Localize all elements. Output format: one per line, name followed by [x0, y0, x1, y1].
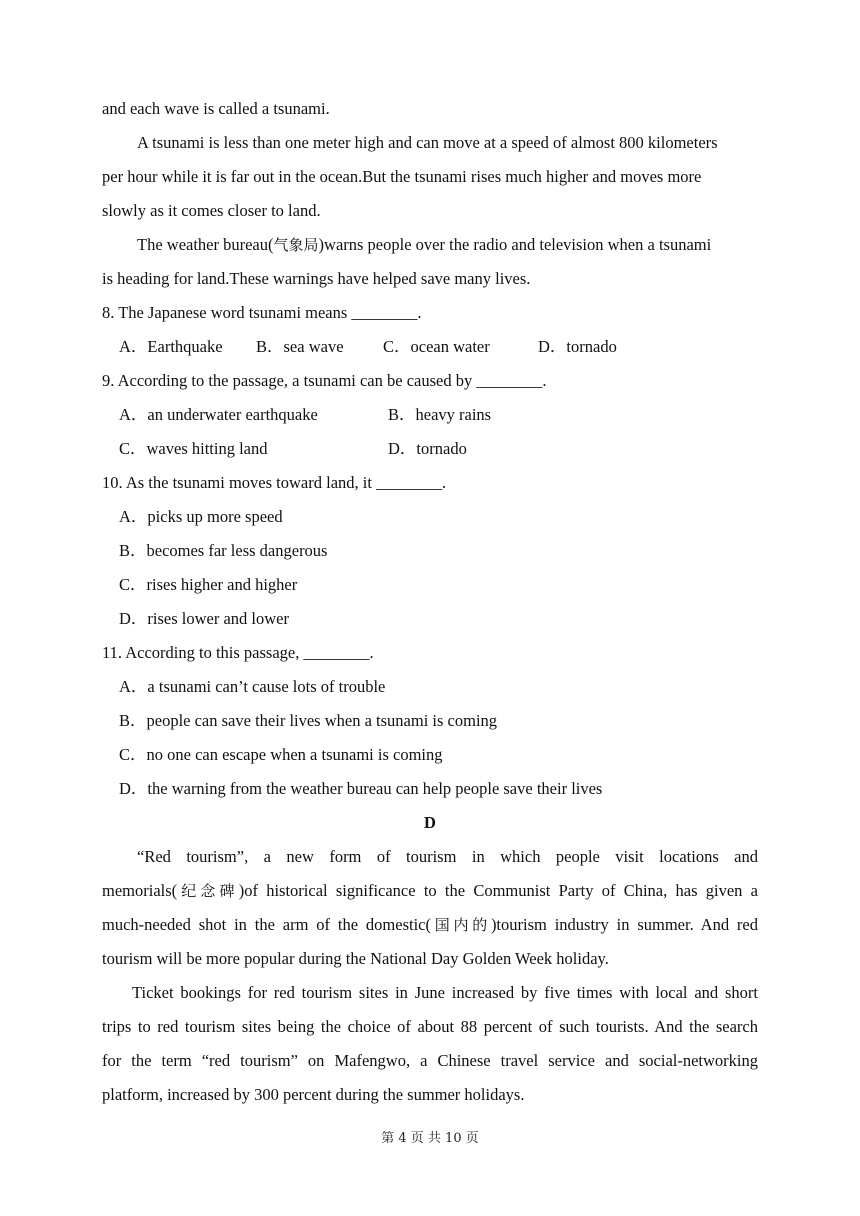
passage-d-line: Ticket bookings for red tourism sites in June increased by five times with local and short: [132, 983, 758, 1002]
passage-c-line: per hour while it is far out in the ocean.But the tsunami rises much higher and moves more: [102, 167, 702, 186]
passage-c-line: is heading for land.These warnings have helped save many lives.: [102, 269, 531, 288]
option-a: A．a tsunami can’t cause lots of trouble: [119, 677, 386, 696]
page-content: [102, 92, 758, 1112]
passage-d-line: for the term “red tourism” on Mafengwo, a Chinese travel service and social-networking: [102, 1051, 758, 1070]
option-b: B．sea wave: [256, 337, 344, 356]
option-d: D．rises lower and lower: [119, 609, 289, 628]
option-b: B．becomes far less dangerous: [119, 541, 328, 560]
option-c: C．ocean water: [383, 337, 490, 356]
option-c: C．waves hitting land: [119, 439, 268, 458]
passage-d-line: platform, increased by 300 percent during the summer holidays.: [102, 1085, 525, 1104]
question-stem: 8. The Japanese word tsunami means ________.: [102, 303, 422, 322]
page-footer: 第 4 页 共 10 页: [381, 1131, 479, 1146]
passage-c-line: and each wave is called a tsunami.: [102, 99, 330, 118]
text-run: much-needed shot in the arm of the domestic(: [102, 915, 431, 934]
text-run: )of historical significance to the Communist Party of China, has given a: [238, 881, 758, 900]
question-stem: 9. According to the passage, a tsunami can be caused by ________.: [102, 371, 547, 390]
text-run: )warns people over the radio and television when a tsunami: [318, 235, 712, 254]
option-c: C．no one can escape when a tsunami is coming: [119, 745, 443, 764]
passage-c-line: slowly as it comes closer to land.: [102, 201, 321, 220]
option-c: C．rises higher and higher: [119, 575, 298, 594]
chinese-gloss: 纪念碑: [177, 882, 239, 900]
option-b: B．people can save their lives when a tsunami is coming: [119, 711, 498, 730]
passage-d-line: [102, 908, 758, 942]
chinese-gloss: 国内的: [431, 916, 491, 934]
text-run: memorials(: [102, 881, 178, 900]
question-stem: 11. According to this passage, ________.: [102, 643, 374, 662]
passage-d-line: trips to red tourism sites being the choice of about 88 percent of such tourists. And the search: [102, 1017, 758, 1036]
option-d: D．tornado: [538, 337, 617, 356]
text-run: The weather bureau(: [137, 235, 274, 254]
option-a: A．an underwater earthquake: [119, 405, 318, 424]
text-run: )tourism industry in summer. And red: [490, 915, 758, 934]
section-heading: D: [424, 813, 436, 832]
question-options: [102, 330, 758, 364]
passage-c-line: [102, 228, 758, 262]
option-d: D．the warning from the weather bureau can help people save their lives: [119, 779, 603, 798]
question-stem: 10. As the tsunami moves toward land, it ________.: [102, 473, 447, 492]
chinese-gloss: 气象局: [273, 236, 319, 254]
question-options: [102, 398, 758, 432]
question-options: [102, 432, 758, 466]
option-b: B．heavy rains: [388, 405, 492, 424]
passage-d-line: “Red tourism”, a new form of tourism in which people visit locations and: [137, 847, 758, 866]
passage-c-line: A tsunami is less than one meter high and can move at a speed of almost 800 kilometers: [137, 133, 718, 152]
option-d: D．tornado: [388, 439, 467, 458]
option-a: A．Earthquake: [119, 337, 223, 356]
passage-d-line: tourism will be more popular during the National Day Golden Week holiday.: [102, 949, 609, 968]
option-a: A．picks up more speed: [119, 507, 283, 526]
passage-d-line: [102, 874, 758, 908]
